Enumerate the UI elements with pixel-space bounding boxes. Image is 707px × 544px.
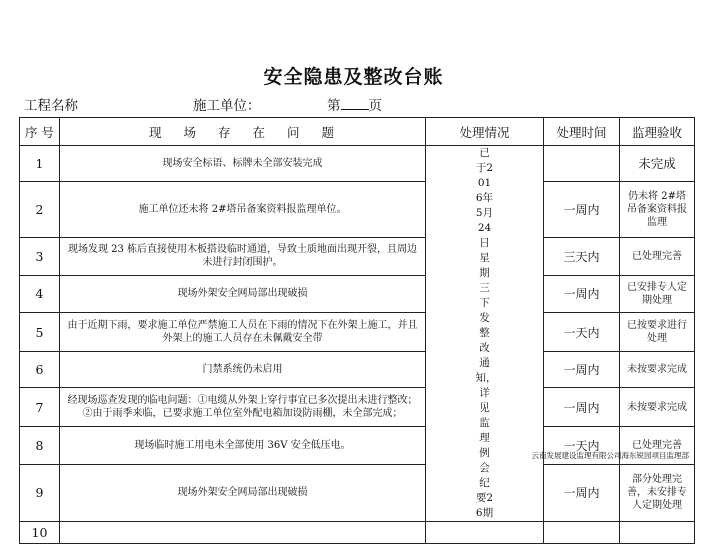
row-time: 一天内 [544,313,620,352]
row-time: 一周内 [544,182,620,238]
page-suffix: 页 [368,98,382,114]
header-handling: 处理情况 [426,118,544,146]
row-time: 一周内 [544,352,620,388]
table-row [20,237,695,275]
row-no: 5 [20,313,60,352]
row-issue [60,522,426,544]
row-no: 10 [20,522,60,544]
row-issue: 门禁系统仍未启用 [60,352,426,388]
row-time: 一周内 [544,275,620,313]
table-header-row [20,118,695,146]
row-issue: 施工单位还未将 2#塔吊备案资料报监理单位。 [60,182,426,238]
header-acceptance: 监理验收 [620,118,695,146]
row-time [544,522,620,544]
header-issue-char: 题 [321,124,337,140]
header-issue-char: 问 [287,124,302,140]
handling-note-cell [426,146,544,522]
row-acceptance: 未完成 [620,146,695,182]
header-issue [60,118,426,146]
row-no: 9 [20,464,60,521]
row-acceptance: 仍未将 2#塔吊备案资料报监理 [620,182,695,238]
row-issue: 现场外架安全网局部出现破损 [60,275,426,313]
table-row [20,313,695,352]
row-acceptance: 已安排专人定期处理 [620,275,695,313]
table-row [20,388,695,427]
header-issue-char: 在 [252,124,268,140]
row-acceptance: 已处理完善 [620,427,695,465]
row-time: 三天内 [544,237,620,275]
row-no: 8 [20,427,60,465]
table-row [20,522,695,544]
page-number-field [327,94,382,114]
row-acceptance: 已处理完善 [620,237,695,275]
row-issue: 现场外架安全网局部出现破损 [60,464,426,521]
row-time: 一天内 [544,427,620,465]
footer-organization: 云南发展建设监理有限公司海东锐园项目监理部 [531,451,689,460]
project-name-label: 工程名称 [24,98,78,114]
table-row [20,352,695,388]
table-row [20,146,695,182]
page-prefix: 第 [327,98,341,114]
row-issue: 经现场巡查发现的临电问题：①电缆从外架上穿行事宜已多次提出未进行整改；②由于雨季来临，已要求施工单位室外配电箱加设防雨棚，未全部完成； [60,388,426,427]
header-issue-char: 场 [183,124,198,140]
row-acceptance: 未按要求完成 [620,352,695,388]
row-no: 7 [20,388,60,427]
row-no: 6 [20,352,60,388]
page-number-blank [341,97,369,110]
row-no: 2 [20,182,60,238]
row-handling-empty [426,522,544,544]
header-issue-char: 现 [148,124,164,140]
header-issue-char: 存 [217,124,233,140]
row-acceptance [620,522,695,544]
row-acceptance: 未按要求完成 [620,388,695,427]
table-row [20,275,695,313]
construction-unit-label: 施工单位： [193,98,261,114]
header-time: 处理时间 [544,118,620,146]
row-no: 3 [20,237,60,275]
row-time: 一周内 [544,464,620,521]
row-acceptance: 部分处理完善，未安排专人定期处理 [620,464,695,521]
page-title: 安全隐患及整改台账 [263,66,444,88]
row-issue: 现场安全标语、标牌未全部安装完成 [60,146,426,182]
row-time [544,146,620,182]
row-issue: 由于近期下雨，要求施工单位严禁施工人员在下雨的情况下在外架上施工，并且外架上的施工人员存在未佩戴安全带 [60,313,426,352]
row-no: 4 [20,275,60,313]
hazard-ledger-table [19,117,695,544]
header-no: 序 号 [20,118,60,146]
table-row [20,182,695,238]
handling-note: 已于2016年5月24日星期三下发整改通知，详见监理例会纪要26期 [475,147,497,519]
row-time: 一周内 [544,388,620,427]
table-row [20,464,695,521]
row-issue: 现场临时施工用电未全部使用 36V 安全低压电。 [60,427,426,465]
row-issue: 现场发现 23 栋后直接使用木板搭设临时通道，导致土质地面出现开裂，且周边未进行封闭围护。 [60,237,426,275]
row-acceptance: 已按要求进行处理 [620,313,695,352]
row-no: 1 [20,146,60,182]
